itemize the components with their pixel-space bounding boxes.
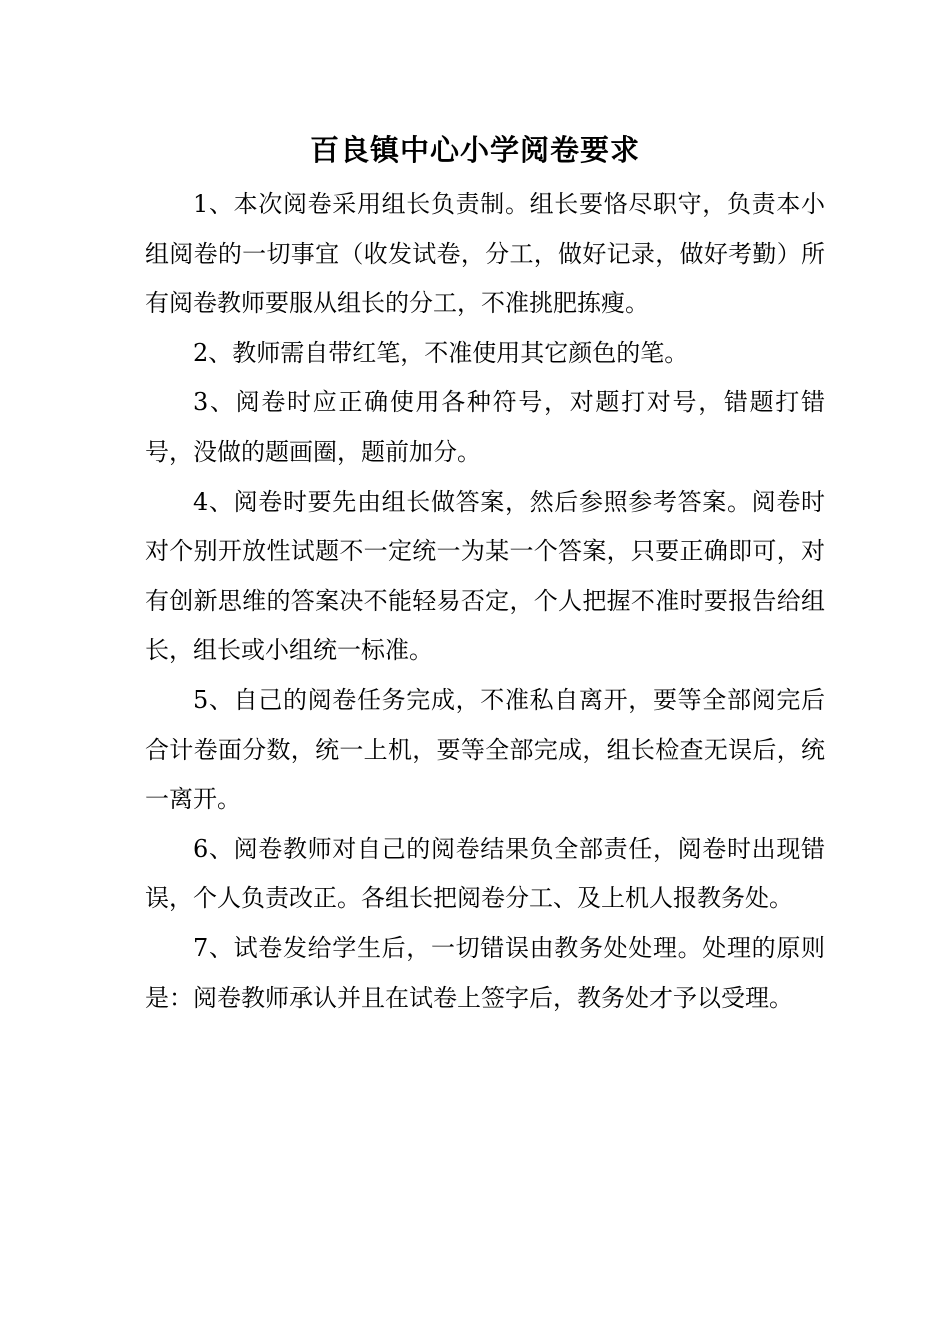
document-body <box>145 180 825 1023</box>
rule-paragraph-3: 3、阅卷时应正确使用各种符号，对题打对号，错题打错号，没做的题画圈，题前加分。 <box>145 388 825 466</box>
rule-paragraph-5: 5、自己的阅卷任务完成，不准私自离开，要等全部阅完后合计卷面分数，统一上机，要等全部完成，组长检查无误后，统一离开。 <box>145 685 825 814</box>
rule-paragraph-7: 7、试卷发给学生后，一切错误由教务处处理。处理的原则是：阅卷教师承认并且在试卷上签字后，教务处才予以受理。 <box>145 933 825 1012</box>
rule-paragraph-6: 6、阅卷教师对自己的阅卷结果负全部责任，阅卷时出现错误，个人负责改正。各组长把阅卷分工、及上机人报教务处。 <box>145 834 825 913</box>
rule-paragraph-4: 4、阅卷时要先由组长做答案，然后参照参考答案。阅卷时对个别开放性试题不一定统一为某一个答案，只要正确即可，对有创新思维的答案决不能轻易否定，个人把握不准时要报告给组长，组长或小组统一标准。 <box>145 487 825 665</box>
rule-paragraph-2: 2、教师需自带红笔，不准使用其它颜色的笔。 <box>193 338 689 367</box>
document-title: 百良镇中心小学阅卷要求 <box>309 133 640 167</box>
rule-paragraph-1: 1、本次阅卷采用组长负责制。组长要恪尽职守，负责本小组阅卷的一切事宜（收发试卷，分工，做好记录，做好考勤）所有阅卷教师要服从组长的分工，不准挑肥拣瘦。 <box>145 190 825 318</box>
